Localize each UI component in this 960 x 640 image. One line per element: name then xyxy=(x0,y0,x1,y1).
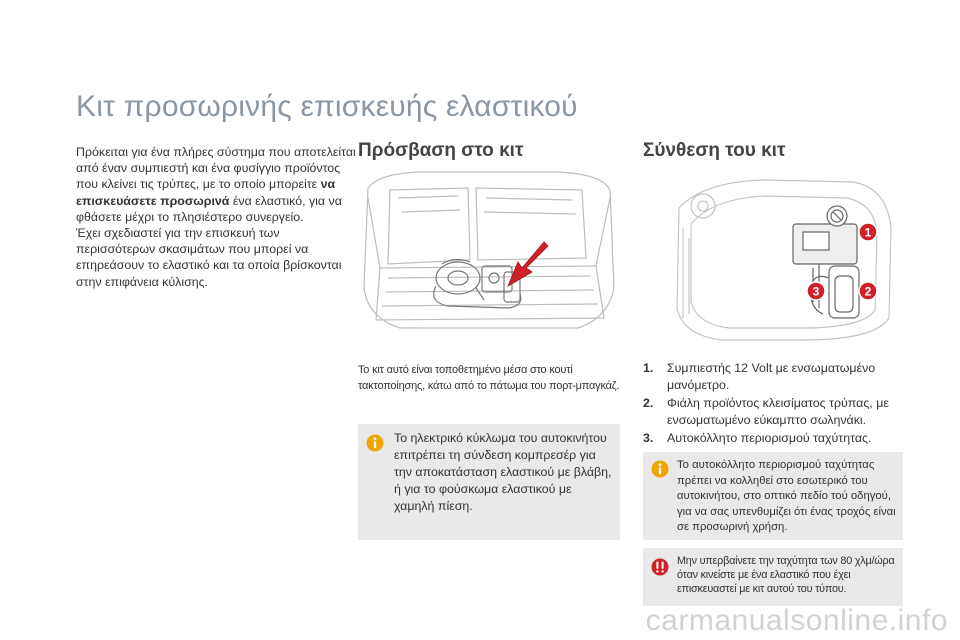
callout-2-label: 2 xyxy=(864,284,872,299)
list-item-text: Φιάλη προϊόντος κλεισίματος τρύπας, με ενσωματωμένο εύκαμπτο σωληνάκι. xyxy=(667,395,889,428)
list-item-text: Αυτοκόλλητο περιορισμού ταχύτητας. xyxy=(667,430,872,445)
list-item xyxy=(643,430,913,447)
list-item-number: 2. xyxy=(643,395,654,410)
components-list xyxy=(643,360,913,447)
callout-1 xyxy=(859,223,877,241)
access-info-note xyxy=(358,424,620,540)
access-title: Πρόσβαση στο κιτ xyxy=(358,140,524,161)
red-arrow-icon xyxy=(508,242,548,286)
trunk-kit-illustration xyxy=(358,168,620,346)
composition-title: Σύνθεση του κιτ xyxy=(643,140,786,161)
kit-components-illustration xyxy=(643,168,905,346)
callout-2 xyxy=(859,282,877,300)
trunk-drawing xyxy=(358,168,620,346)
info-icon xyxy=(366,434,384,457)
intro-text-1: Πρόκειται για ένα πλήρες σύστημα που αποτελείται από έναν συμπιεστή και ένα φυσίγγιο προϊόντος που κλείνει τις τρύπες, με το οποίο μπορείτε xyxy=(76,145,356,192)
callout-1-label: 1 xyxy=(864,225,872,240)
list-item-number: 3. xyxy=(643,430,654,445)
warning-icon xyxy=(651,558,669,581)
list-item xyxy=(643,360,913,395)
kit-drawing xyxy=(643,168,905,346)
intro-paragraph xyxy=(76,144,356,290)
access-caption: Το κιτ αυτό είναι τοποθετημένο μέσα στο κουτί τακτοποίησης, κάτω από το πάτωμα του πορτ-μπαγκάζ. xyxy=(358,364,620,392)
list-item-text: Συμπιεστής 12 Volt με ενσωματωμένο μανόμετρο. xyxy=(667,361,876,393)
sticker-info-note xyxy=(643,452,903,540)
intro-bold: να επισκευάσετε προσωρινά xyxy=(76,177,336,208)
intro-text-2: ένα ελαστικό, για να φθάσετε μέχρι το πλησιέστερο συνεργείο. xyxy=(76,193,342,224)
watermark: carmanualsonline.info xyxy=(645,604,948,637)
callout-3 xyxy=(807,282,825,300)
speed-warning-text: Μην υπερβαίνετε την ταχύτητα των 80 χλμ/ώρα όταν κινείστε με ένα ελαστικό που έχει επισκευαστεί με κιτ αυτού του τύπου. xyxy=(677,555,895,596)
info-icon xyxy=(651,460,669,483)
page-title: Κιτ προσωρινής επισκευής ελαστικού xyxy=(76,90,578,123)
speed-warning-note xyxy=(643,548,903,606)
list-item-number: 1. xyxy=(643,361,654,375)
callout-3-label: 3 xyxy=(812,284,820,299)
access-note-text: Το ηλεκτρικό κύκλωμα του αυτοκινήτου επιτρέπει τη σύνδεση κομπρεσέρ για την αποκατάσταση ελαστικού με βλάβη, ή για το φούσκωμα ελαστικού με χαμηλή πίεση. xyxy=(394,431,612,513)
intro-text-3: Έχει σχεδιαστεί για την επισκευή των περισσότερων σκασιμάτων που μπορεί να επηρεάσουν το ελαστικό και τα οποία βρίσκονται στην επιφάνεια κύλισης. xyxy=(76,226,342,289)
sticker-note-text: Το αυτοκόλλητο περιορισμού ταχύτητας πρέπει να κολληθεί στο εσωτερικό του αυτοκινήτου, στο οπτικό πεδίο τού οδηγού, για να σας υπενθυμίζει ότι ένας τροχός είναι σε προσωρινή χρήση. xyxy=(677,459,896,533)
list-item xyxy=(643,395,913,430)
